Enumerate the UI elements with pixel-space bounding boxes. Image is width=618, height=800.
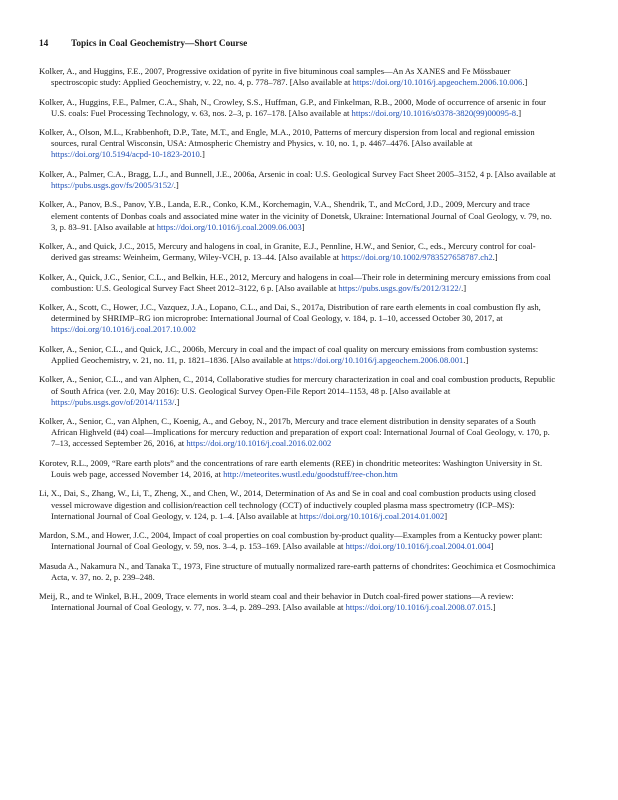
reference-link[interactable]: https://doi.org/10.1016/j.coal.2014.01.002 — [299, 510, 445, 521]
reference-entry — [39, 199, 558, 232]
reference-tail: .] — [522, 77, 528, 88]
reference-entry — [39, 302, 558, 335]
reference-tail: .] — [173, 179, 179, 190]
running-header — [39, 39, 558, 49]
reference-tail: .] — [461, 282, 467, 293]
reference-link[interactable]: https://doi.org/10.1016/s0378-3820(99)00095-8 — [351, 107, 517, 118]
reference-link[interactable]: https://doi.org/10.1016/j.coal.2009.06.003 — [156, 221, 302, 232]
reference-tail: .] — [174, 396, 180, 407]
reference-text: Korotev, R.L., 2009, “Rare earth plots” and the concentrations of rare earth elements (REE) in chondritic meteorites: Washington University in St. Louis web page, accessed November 14, 2016, at — [39, 457, 543, 479]
reference-text: Masuda A., Nakamura N., and Tanaka T., 1973, Fine structure of mutually normalized rare-earth patterns of chondrites: Geochimica et Cosmochimica Acta, v. 37, no. 2, p. 239–248. — [39, 560, 556, 582]
reference-entry — [39, 458, 558, 480]
reference-text: Kolker, A., and Quick, J.C., 2015, Mercury and halogens in coal, in Granite, E.J., Pennline, H.W., and Senior, C., eds., Mercury control for coal-derived gas streams: Weinheim, Germany, Wiley-VCH, p. 13–44. [Also available at — [39, 241, 536, 263]
reference-link[interactable]: https://doi.org/10.1002/9783527658787.ch2 — [341, 252, 493, 263]
reference-tail: .] — [492, 252, 498, 263]
reference-entry — [39, 488, 558, 521]
reference-text: Kolker, A., Senior, C., van Alphen, C., Koenig, A., and Geboy, N., 2017b, Mercury and trace element distribution in density separates of a South African Highveld (#4) coal—Implications for mercury reduction and preparation of export coal: International Journal of Coal Geology, v. 170, p. 7–13, accessed September 26, 2016, at — [39, 416, 550, 449]
reference-entry — [39, 561, 558, 583]
reference-link[interactable]: http://meteorites.wustl.edu/goodstuff/ree-chon.htm — [223, 468, 398, 479]
reference-tail: .] — [199, 149, 205, 160]
reference-tail: .] — [516, 107, 522, 118]
reference-text: Kolker, A., Senior, C.L., and van Alphen, C., 2014, Collaborative studies for mercury characterization in coal and coal combustion products, Republic of South Africa (ver. 2.0, May 2016): U.S. Geological Survey Open-File Report 2014–1153, 48 p. [Also available at — [39, 374, 556, 396]
reference-list — [39, 66, 558, 613]
reference-link[interactable]: https://pubs.usgs.gov/fs/2005/3152/ — [51, 179, 174, 190]
reference-link[interactable]: https://doi.org/10.1016/j.apgeochem.2006.08.001 — [293, 355, 464, 365]
reference-tail: .] — [490, 602, 496, 613]
reference-tail: ] — [490, 541, 494, 552]
running-title: Topics in Coal Geochemistry—Short Course — [71, 39, 248, 49]
reference-entry — [39, 97, 558, 119]
reference-entry — [39, 241, 558, 263]
reference-link[interactable]: https://doi.org/10.1016/j.coal.2008.07.015 — [345, 602, 491, 613]
reference-link[interactable]: https://doi.org/10.1016/j.apgeochem.2006.10.006 — [352, 77, 523, 88]
reference-text: Kolker, A., Palmer, C.A., Bragg, L.J., and Bunnell, J.E., 2006a, Arsenic in coal: U.S. Geological Survey Fact Sheet 2005–3152, 4 p. [Also available at — [39, 168, 556, 179]
reference-entry — [39, 272, 558, 294]
reference-entry — [39, 344, 558, 366]
reference-text: Li, X., Dai, S., Zhang, W., Li, T., Zheng, X., and Chen, W., 2014, Determination of As and Se in coal and coal combustion products using closed vessel microwave digestion and collision/reaction cell technology (CCT) of inductively coupled plasma mass spectrometry (ICP–MS): International Journal of Coal Geology, v. 124, p. 1–4. [Also available at — [39, 488, 536, 521]
reference-entry — [39, 374, 558, 407]
reference-text: Kolker, A., and Huggins, F.E., 2007, Progressive oxidation of pyrite in five bituminous coal samples—An As XANES and Fe Mössbauer spectroscopic study: Applied Geochemistry, v. 22, no. 4, p. 778–787. [Also available at — [39, 66, 511, 88]
reference-entry — [39, 416, 558, 449]
reference-text: Mardon, S.M., and Hower, J.C., 2004, Impact of coal properties on coal combustion by-product quality—Examples from a Kentucky power plant: International Journal of Coal Geology, v. 59, nos. 3–4, p. 153–169. [Also available at — [39, 530, 543, 552]
reference-entry — [39, 591, 558, 613]
reference-tail: ] — [301, 221, 305, 232]
reference-text: Kolker, A., Quick, J.C., Senior, C.L., and Belkin, H.E., 2012, Mercury and halogens in coal—Their role in determining mercury emissions from coal combustion: U.S. Geological Survey Fact Sheet 2012–3122, 6 p. [Also available at — [39, 271, 551, 293]
reference-text: Meij, R., and te Winkel, B.H., 2009, Trace elements in world steam coal and their behavior in Dutch coal-fired power stations—A review: International Journal of Coal Geology, v. 77, nos. 3–4, p. 289–293. [Also available at — [39, 591, 514, 613]
reference-text: Kolker, A., Scott, C., Hower, J.C., Vazquez, J.A., Lopano, C.L., and Dai, S., 2017a, Distribution of rare earth elements in coal combustion fly ash, determined by SHRIMP–RG ion microprobe: International Journal of Coal Geology, v. 184, p. 1–10, accessed October 30, 2017, at — [39, 302, 541, 324]
reference-entry — [39, 169, 558, 191]
reference-text: Kolker, A., Senior, C.L., and Quick, J.C., 2006b, Mercury in coal and the impact of coal quality on mercury emissions from combustion systems: Applied Geochemistry, v. 21, no. 11, p. 1821–1836. [Also available at — [39, 343, 539, 365]
reference-text: Kolker, A., Panov, B.S., Panov, Y.B., Landa, E.R., Conko, K.M., Korchemagin, V.A., Shendrik, T., and McCord, J.D., 2009, Mercury and trace element contents of Donbas coals and associated mine water in the vicinity of Donetsk, Ukraine: International Journal of Coal Geology, v. 79, no. 3, p. 83–91. [Also available at — [39, 199, 552, 232]
reference-link[interactable]: https://doi.org/10.5194/acpd-10-1823-2010 — [51, 149, 200, 160]
reference-tail: ] — [444, 510, 448, 521]
reference-link[interactable]: https://doi.org/10.1016/j.coal.2004.01.004 — [345, 541, 491, 552]
page-number: 14 — [39, 39, 49, 49]
reference-tail: .] — [463, 355, 469, 365]
reference-link[interactable]: https://pubs.usgs.gov/of/2014/1153/ — [51, 396, 175, 407]
reference-entry — [39, 127, 558, 160]
reference-link[interactable]: https://pubs.usgs.gov/fs/2012/3122/ — [338, 282, 462, 293]
reference-text: Kolker, A., Huggins, F.E., Palmer, C.A., Shah, N., Crowley, S.S., Huffman, G.P., and Finkelman, R.B., 2000, Mode of occurrence of arsenic in four U.S. coals: Fuel Processing Technology, v. 63, nos. 2–3, p. 167–178. [Also available at — [39, 96, 547, 118]
reference-text: Kolker, A., Olson, M.L., Krabbenhoft, D.P., Tate, M.T., and Engle, M.A., 2010, Patterns of mercury dispersion from local and regional emission sources, rural Central Wisconsin, USA: Atmospheric Chemistry and Physics, v. 10, no. 1, p. 4467–4476. [Also available at — [39, 127, 535, 149]
reference-entry — [39, 66, 558, 88]
reference-link[interactable]: https://doi.org/10.1016/j.coal.2016.02.002 — [186, 438, 332, 449]
reference-entry — [39, 530, 558, 552]
reference-link[interactable]: https://doi.org/10.1016/j.coal.2017.10.002 — [51, 324, 196, 335]
